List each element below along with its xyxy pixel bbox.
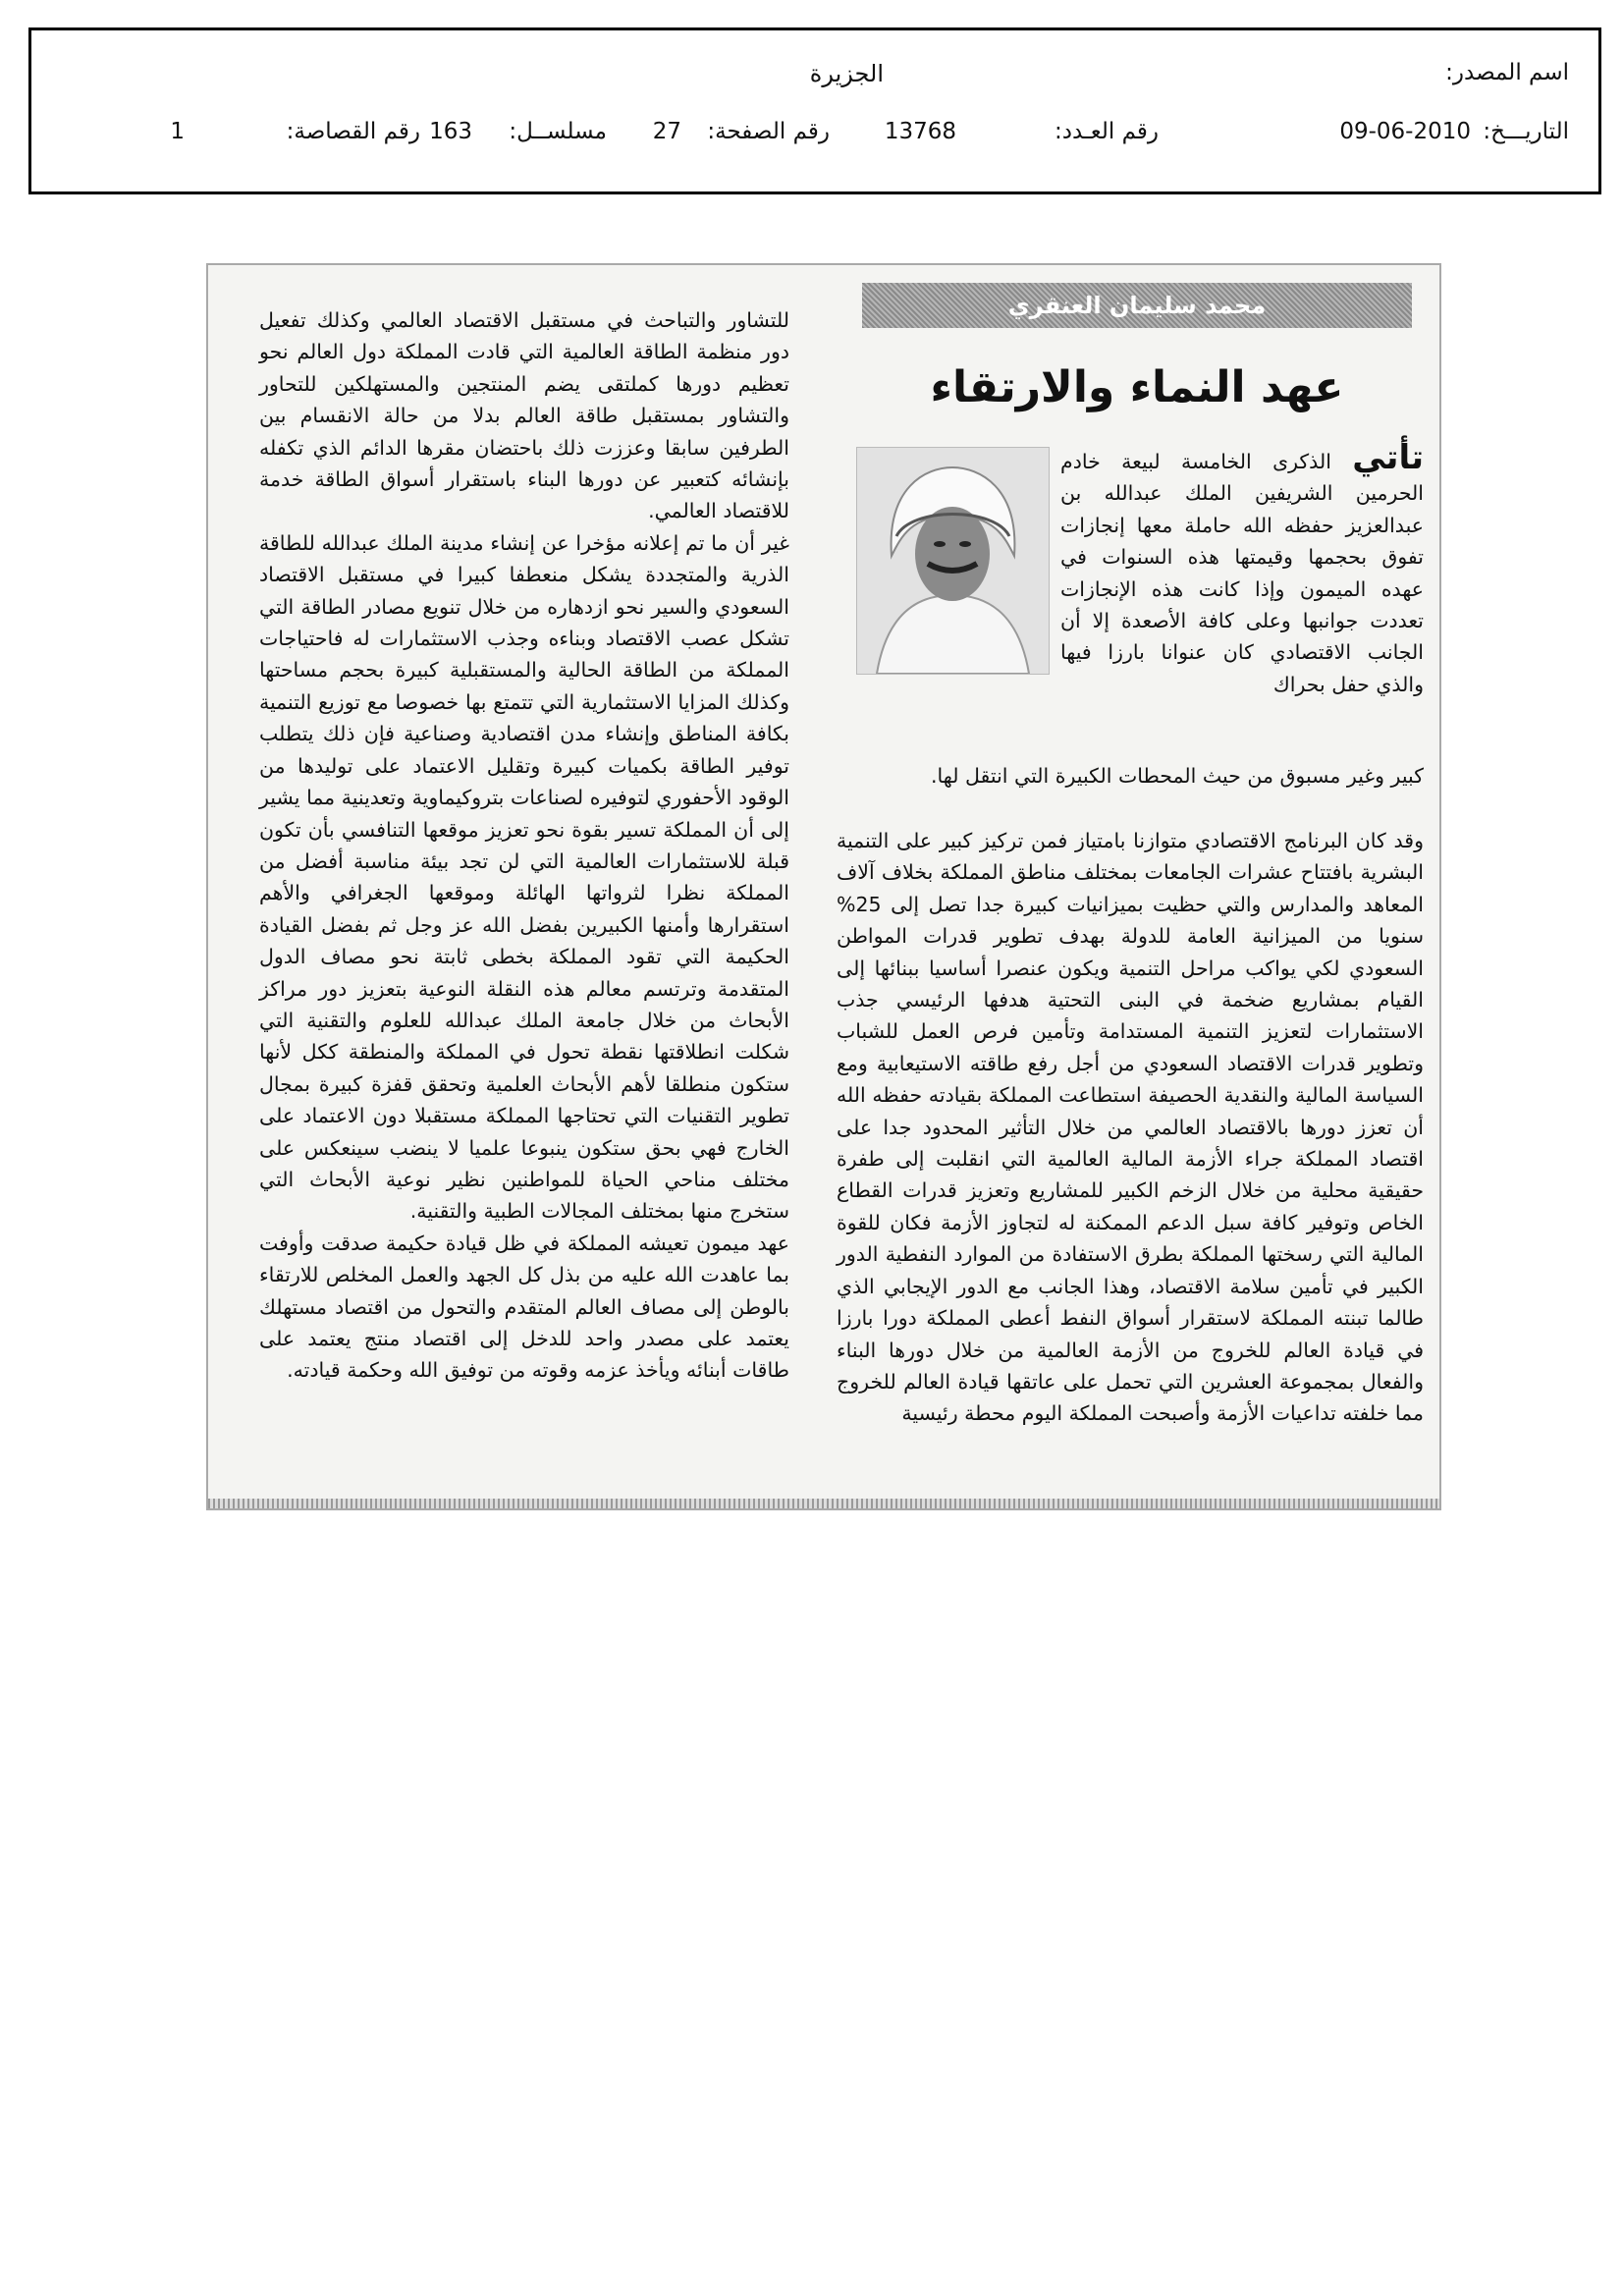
article-column-right (837, 825, 1424, 1430)
issue-value: 13768 (884, 119, 956, 144)
clip-value: 1 (170, 119, 185, 144)
page-label: رقم الصفحة: (707, 119, 830, 144)
article-intro (1060, 438, 1424, 700)
issue-label: رقم العـدد: (1054, 119, 1159, 144)
left-column-paragraph-1: للتشاور والتباحث في مستقبل الاقتصاد العالمي وكذلك تفعيل دور منظمة الطاقة العالمية التي قادت المملكة دول العالم نحو تعظيم دورها كملتقى يضم المنتجين والمستهلكين للتحاور والتشاور بمستقبل طاقة العالم بدلا من حالة الانقسام بين الطرفين سابقا وعززت ذلك باحتضان مقرها الدائم الذي تكفله بإنشائه كتعبير عن دورها البناء باستقرار أسواق الطاقة خدمة للاقتصاد العالمي. (259, 308, 789, 523)
article-column-left (259, 304, 789, 1387)
clipping-metadata-header (28, 27, 1601, 194)
newspaper-clipping (206, 263, 1441, 1510)
source-label: اسم المصدر: (1445, 60, 1569, 85)
right-column-paragraph: وقد كان البرنامج الاقتصادي متوازنا بامتياز فمن تركيز كبير على التنمية البشرية بافتتاح عشرات الجامعات بمختلف مناطق المملكة بخلاف آلاف المعاهد والمدارس والتي حظيت بميزانيات كبيرة جدا تصل إلى 25% سنويا من الميزانية العامة للدولة بهدف تطوير قدرات المواطن السعودي لكي يواكب مراحل التنمية ويكون عنصرا أساسيا ببنائها إلى القيام بمشاريع ضخمة في البنى التحتية هدفها الرئيسي جذب الاستثمارات لتعزيز التنمية المستدامة وتأمين فرص العمل للشباب وتطوير قدرات الاقتصاد السعودي من أجل رفع طاقته الاستيعابية ومع السياسة المالية والنقدية الحصيفة استطاعت المملكة بقيادته حفظه الله أن تعزز دورها بالاقتصاد العالمي من خلال التأثير المحدود جدا على اقتصاد المملكة جراء الأزمة المالية العالمية التي انقلبت إلى طفرة حقيقية محلية من خلال الزخم الكبير للمشاريع وتعزيز قدرات القطاع الخاص وتوفير كافة سبل الدعم الممكنة له لتجاوز الأزمة فكان للقوة المالية التي رسختها المملكة بطرق الاستفادة من الموارد النفطية الدور الكبير في تأمين سلامة الاقتصاد، وهذا الجانب مع الدور الإيجابي الذي طالما تبنته المملكة لاستقرار أسواق النفط أعطى المملكة دورا بارزا في قيادة العالم للخروج من الأزمة العالمية من خلال دورها البناء والفعال بمجموعة العشرين التي تحمل على عاتقها قيادة العالم للخروج مما خلفته تداعيات الأزمة وأصبحت المملكة اليوم محطة رئيسية (837, 829, 1424, 1426)
date-label: التاريـــخ: (1483, 119, 1569, 144)
page-value: 27 (652, 119, 681, 144)
serial-label: مسلســل: (509, 119, 607, 144)
intro-body: الذكرى الخامسة لبيعة خادم الحرمين الشريفين الملك عبدالله بن عبدالعزيز حفظه الله حاملة معها إنجازات تفوق بحجمها وقيمتها هذه السنوات في عهده الميمون وإذا كانت هذه الإنجازات تعددت جوانبها وعلى كافة الأصعدة إلا أن الجانب الاقتصادي كان عنوانا بارزا فيها والذي حفل بحراك (1060, 450, 1424, 696)
intro-tail: كبير وغير مسبوق من حيث المحطات الكبيرة التي انتقل لها. (931, 764, 1424, 788)
article-headline: عهد النماء والارتقاء (930, 362, 1344, 412)
left-column-paragraph-2: غير أن ما تم إعلانه مؤخرا عن إنشاء مدينة الملك عبدالله للطاقة الذرية والمتجددة يشكل منعطفا كبيرا في مستقبل الاقتصاد السعودي والسير نحو ازدهاره من خلال تنويع مصادر الطاقة التي تشكل عصب الاقتصاد وبناءه وجذب الاستثمارات له فاحتياجات المملكة من الطاقة الحالية والمستقبلية كبيرة بحجم مساحتها وكذلك المزايا الاستثمارية التي تتمتع بها خصوصا مع توزيع التنمية بكافة المناطق وإنشاء مدن اقتصادية وصناعية فإن ذلك يتطلب توفير الطاقة بكميات كبيرة وتقليل الاعتماد على توليدها من الوقود الأحفوري لتوفيره لصناعات بتروكيماوية وتعدينية مما يشير إلى أن المملكة تسير بقوة نحو تعزيز موقعها التنافسي بأن تكون قبلة للاستثمارات العالمية التي لن تجد بيئة مناسبة أفضل من المملكة نظرا لثرواتها الهائلة وموقعها الجغرافي والأهم استقرارها وأمنها الكبيرين بفضل الله عز وجل ثم بفضل القيادة الحكيمة التي تقود المملكة بخطى ثابتة نحو مصاف الدول المتقدمة وترتسم معالم هذه النقلة النوعية بتعزيز دور مراكز الأبحاث من خلال جامعة الملك عبدالله للعلوم والتقنية التي شكلت انطلاقتها نقطة تحول في المملكة والمنطقة ككل لأنها ستكون منطلقا لأهم الأبحاث العلمية وتحقق قفزة كبيرة بمجال تطوير التقنيات التي تحتاجها المملكة مستقبلا دون الاعتماد على الخارج فهي بحق ستكون ينبوعا علميا لا ينضب سينعكس على مختلف مناحي الحياة للمواطنين نظير نوعية الأبحاث التي ستخرج منها بمختلف المجالات الطبية والتقنية. (259, 530, 789, 1224)
clip-label: رقم القصاصة: (286, 119, 420, 144)
author-portrait-icon (856, 447, 1050, 675)
left-column-paragraph-3: عهد ميمون تعيشه المملكة في ظل قيادة حكيمة صدقت وأوفت بما عاهدت الله عليه من بذل كل الجهد والعمل المخلص للارتقاء بالوطن إلى مصاف العالم المتقدم والتحول من اقتصاد مستهلك يعتمد على مصدر واحد للدخل إلى اقتصاد منتج يعتمد على طاقات أبنائه ويأخذ عزمه وقوته من توفيق الله وحكمة قيادته. (259, 1230, 789, 1383)
serial-value: 163 (429, 119, 472, 144)
date-value: 09-06-2010 (1339, 119, 1471, 144)
source-value: الجزيرة (809, 60, 884, 87)
intro-lead-word: تأتي (1352, 438, 1424, 477)
author-byline: محمد سليمان العنقري (862, 283, 1412, 328)
